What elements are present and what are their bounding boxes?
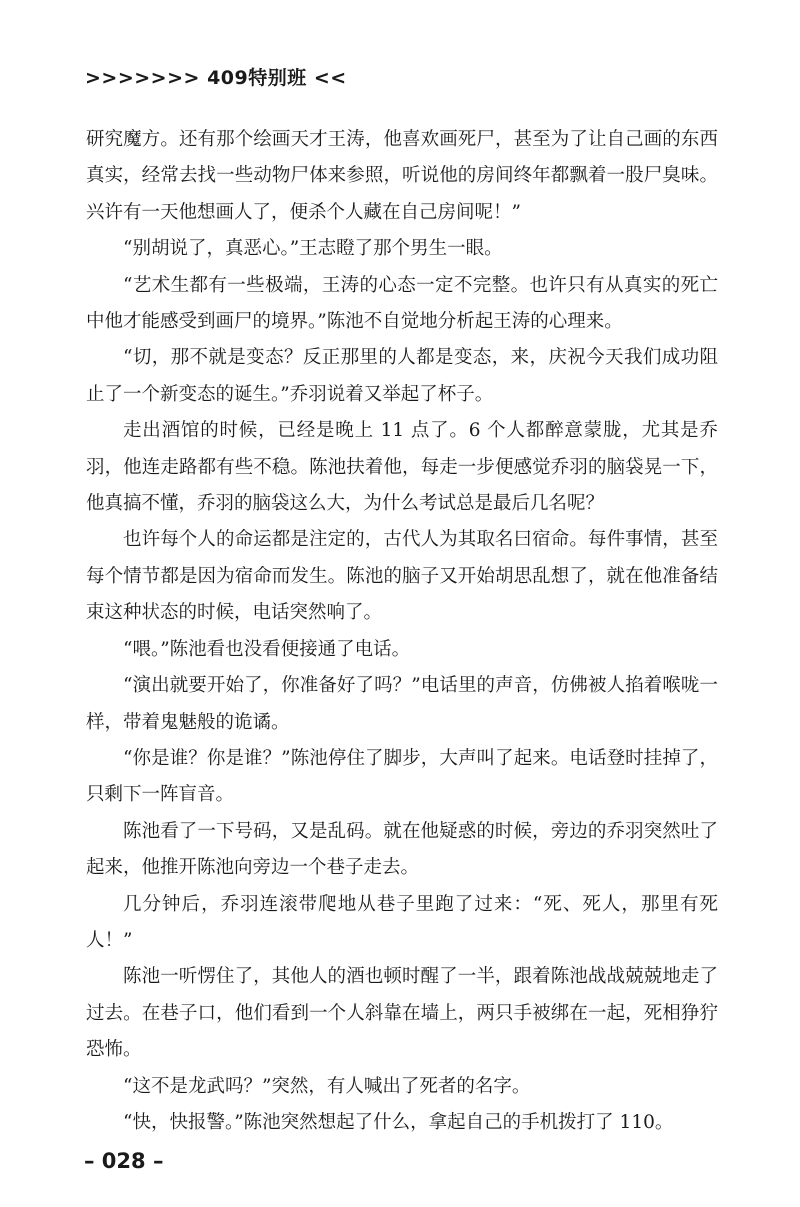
paragraph: “快，快报警。”陈池突然想起了什么，拿起自己的手机拨打了 110。 [123,1111,674,1133]
paragraph: 走出酒馆的时候，已经是晚上 11 点了。6 个人都醉意蒙胧，尤其是乔羽，他连走路都有些不稳。陈池扶着他，每走一步便感觉乔羽的脑袋晃一下，他真搞不懂，乔羽的脑袋这么大，为什么考试总是最后几名呢？ [86,420,718,515]
paragraph: “你是谁？你是谁？”陈池停住了脚步，大声叫了起来。电话登时挂掉了，只剩下一阵盲音。 [86,747,718,806]
page-number: – 028 – [84,1149,164,1173]
header-suffix: << [306,67,347,89]
paragraph-continued: 研究魔方。还有那个绘画天才王涛，他喜欢画死尸，甚至为了让自己画的东西真实，经常去找一些动物尸体来参照，听说他的房间终年都飘着一股尸臭味。兴许有一天他想画人了，便杀个人藏在自己房间呢！” [86,129,718,223]
paragraph: “喂。”陈池看也没看便接通了电话。 [123,638,411,660]
paragraph: “这不是龙武吗？”突然，有人喊出了死者的名字。 [123,1075,531,1097]
paragraph: “艺术生都有一些极端，王涛的心态一定不完整。也许只有从真实的死亡中他才能感受到画尸的境界。”陈池不自觉地分析起王涛的心理来。 [86,274,718,333]
paragraph: 几分钟后，乔羽连滚带爬地从巷子里跑了过来：“死、死人，那里有死人！” [86,893,718,951]
paragraph: “演出就要开始了，你准备好了吗？”电话里的声音，仿佛被人掐着喉咙一样，带着鬼魅般的诡谲。 [86,675,718,733]
header-arrows: >>>>>>> [85,67,208,89]
paragraph: 陈池一听愣住了，其他人的酒也顿时醒了一半，跟着陈池战战兢兢地走了过去。在巷子口，他们看到一个人斜靠在墙上，两只手被绑在一起，死相狰狞恐怖。 [86,966,718,1061]
paragraph: “切，那不就是变态？反正那里的人都是变态，来，庆祝今天我们成功阻止了一个新变态的诞生。”乔羽说着又举起了杯子。 [86,347,718,405]
paragraph: 陈池看了一下号码，又是乱码。就在他疑惑的时候，旁边的乔羽突然吐了起来，他推开陈池向旁边一个巷子走去。 [86,820,718,879]
body-text [86,122,718,1141]
paragraph: “别胡说了，真恶心。”王志瞪了那个男生一眼。 [123,238,503,260]
paragraph: 也许每个人的命运都是注定的，古代人为其取名曰宿命。每件事情，甚至每个情节都是因为宿命而发生。陈池的脑子又开始胡思乱想了，就在他准备结束这种状态的时候，电话突然响了。 [86,529,718,624]
running-header [85,63,347,90]
header-title: 409特别班 [207,67,307,89]
